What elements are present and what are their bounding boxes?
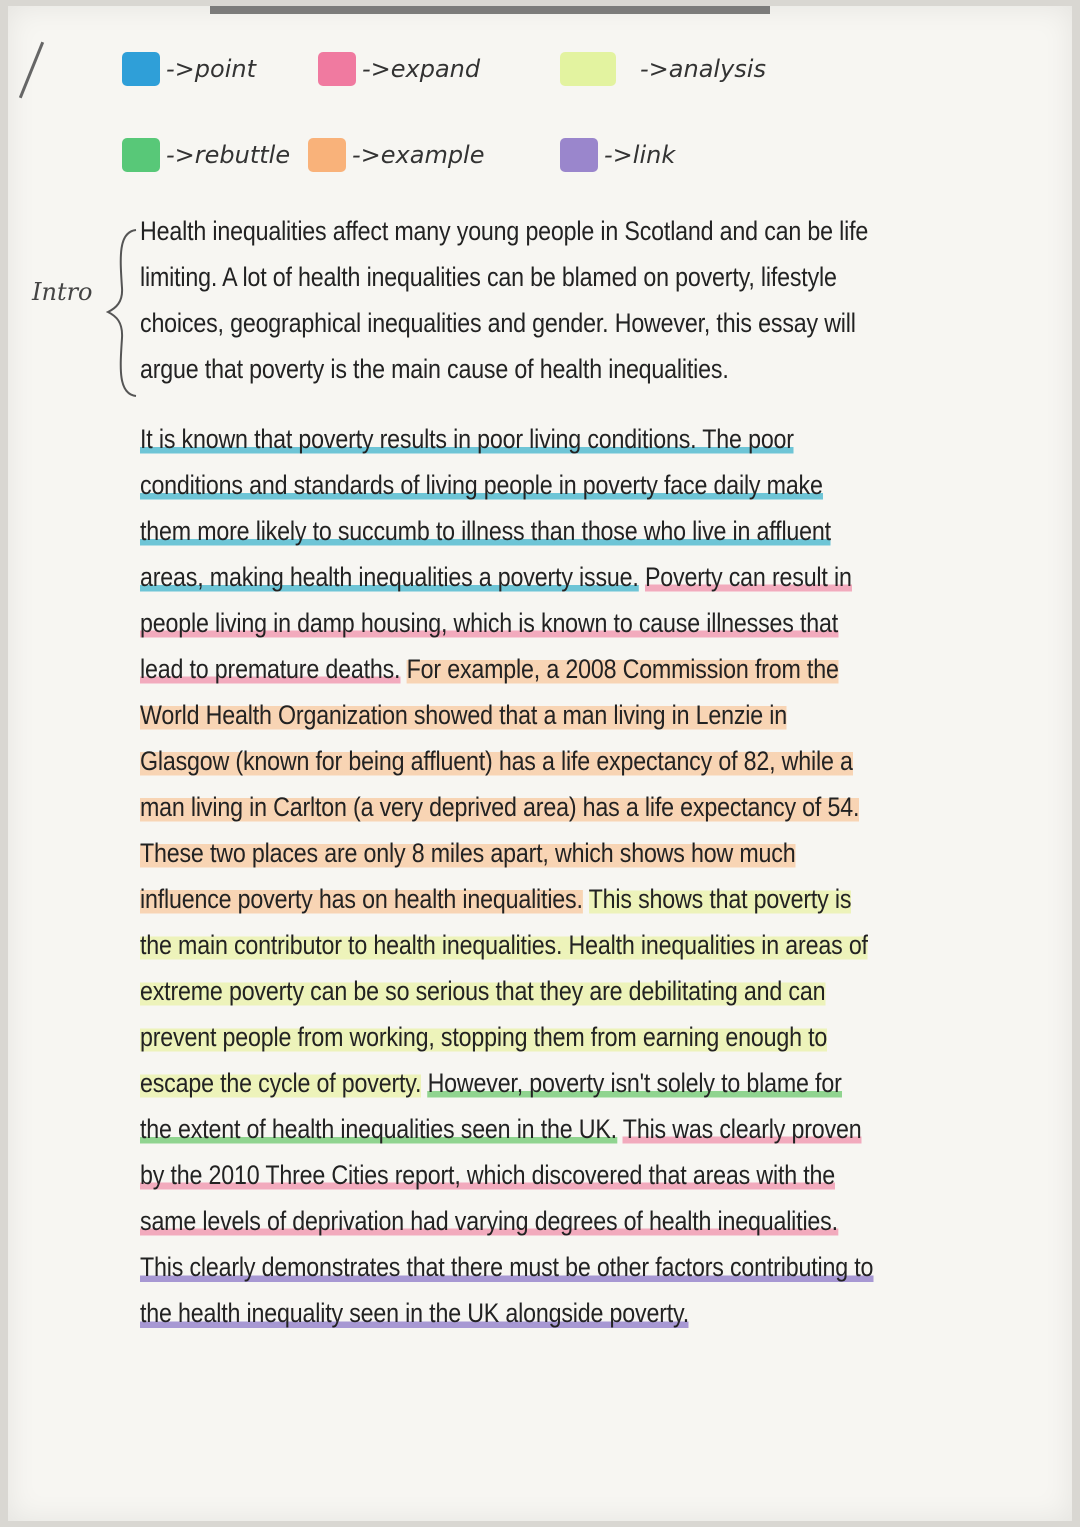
body-link: This clearly demonstrates that there must be other factors contributing to the health inequality seen in the UK alongside poverty. bbox=[140, 1252, 874, 1328]
legend-swatch-link bbox=[560, 138, 598, 172]
legend-swatch-analysis bbox=[560, 52, 616, 86]
legend-item-example bbox=[308, 138, 485, 172]
body-expand: Poverty can result in people living in damp housing, which is known to cause illnesses that lead to premature deaths. bbox=[140, 562, 852, 684]
body-rebuttal-expand: This was clearly proven by the 2010 Three Cities report, which discovered that areas with the same levels of deprivation had varying degrees of health inequalities. bbox=[140, 1114, 862, 1236]
legend-item-analysis bbox=[560, 52, 766, 86]
paper-top-edge bbox=[210, 6, 770, 14]
legend-item-rebuttle bbox=[122, 138, 290, 172]
body-rebuttal: However, poverty isn't solely to blame for the extent of health inequalities seen in the UK. bbox=[140, 1068, 842, 1144]
legend-item-link bbox=[560, 138, 675, 172]
body-example: For example, a 2008 Commission from the World Health Organization showed that a man living in Lenzie in Glasgow (known for being affluent) has a life expectancy of 82, while a man living in Carlton (a very deprived area) has a life expectancy of 54. These two places are only 8 miles apart, which shows how much influence poverty has on health inequalities. bbox=[140, 654, 860, 914]
legend-swatch-example bbox=[308, 138, 346, 172]
legend-item-point bbox=[122, 52, 256, 86]
legend-swatch-expand bbox=[318, 52, 356, 86]
legend-swatch-rebuttle bbox=[122, 138, 160, 172]
legend-label-link: ->link bbox=[604, 141, 676, 169]
legend-label-example: ->example bbox=[352, 141, 485, 169]
intro-paragraph bbox=[140, 208, 880, 392]
intro-margin-label: Intro bbox=[32, 278, 93, 306]
legend-label-point: ->point bbox=[166, 55, 256, 83]
body-point: It is known that poverty results in poor living conditions. The poor conditions and standards of living people in poverty face daily make them more likely to succumb to illness than those who live in affluent areas, making health inequalities a poverty issue. bbox=[140, 424, 831, 592]
legend-item-expand bbox=[318, 52, 480, 86]
legend-label-analysis: ->analysis bbox=[640, 55, 766, 83]
intro-text: Health inequalities affect many young people in Scotland and can be life limiting. A lot of health inequalities can be blamed on poverty, lifestyle choices, geographical inequalities and gender. However, this essay will argue that poverty is the main cause of health inequalities. bbox=[140, 216, 869, 384]
intro-brace bbox=[106, 228, 140, 398]
legend-label-expand: ->expand bbox=[362, 55, 481, 83]
legend-swatch-point bbox=[122, 52, 160, 86]
legend-label-rebuttle: ->rebuttle bbox=[166, 141, 291, 169]
body-analysis: This shows that poverty is the main contributor to health inequalities. Health inequalities in areas of extreme poverty can be so serious that they are debilitating and can prevent people from working, stopping them from earning enough to escape the cycle of poverty. bbox=[140, 884, 868, 1098]
body-paragraph bbox=[140, 416, 880, 1336]
